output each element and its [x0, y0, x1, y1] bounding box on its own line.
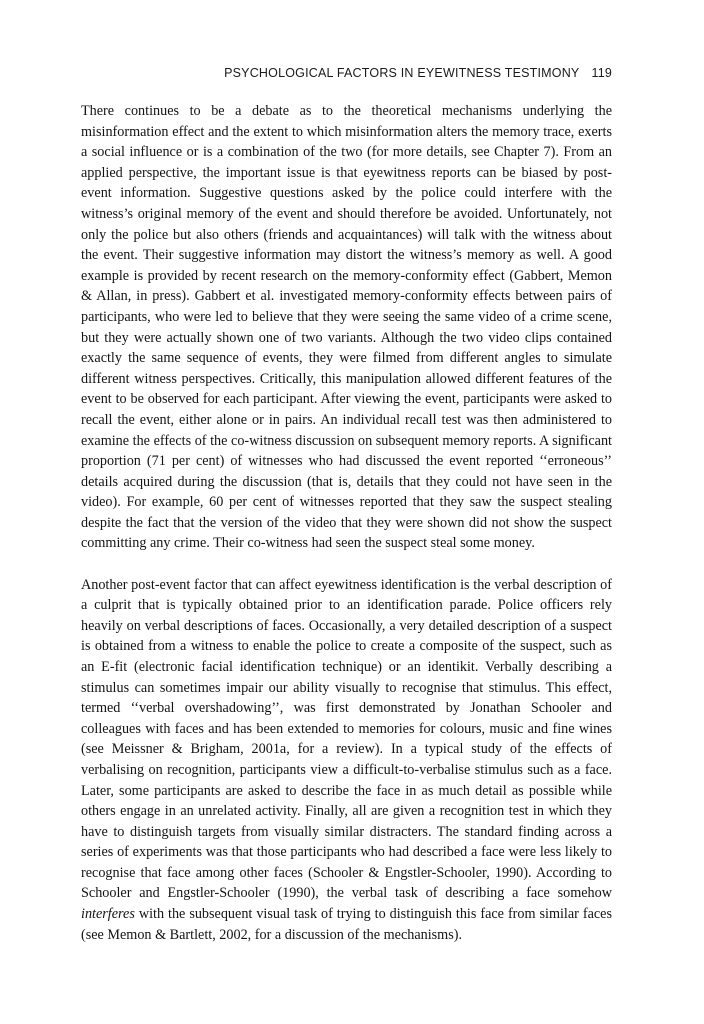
- paragraph-verbal-overshadowing: [81, 575, 612, 946]
- running-title: PSYCHOLOGICAL FACTORS IN EYEWITNESS TESTIMONY: [224, 66, 580, 80]
- page-number: 119: [591, 66, 612, 80]
- paragraph-text-part: with the subsequent visual task of trying to distinguish this face from similar faces (see Memon & Bartlett, 2002, for a discussion of the mechanisms).: [81, 906, 612, 943]
- running-head: [224, 66, 612, 80]
- body-text: [81, 101, 612, 945]
- paragraph-misinformation: There continues to be a debate as to the theoretical mechanisms underlying the misinformation effect and the extent to which misinformation alters the memory trace, exerts a social influence or is a combination of the two (for more details, see Chapter 7). From an applied perspective, the important issue is that eyewitness reports can be biased by post-event information. Suggestive questions asked by the police could interfere with the witness’s original memory of the event and should therefore be avoided. Unfortunately, not only the police but also others (friends and acquaintances) will talk with the witness about the event. Their suggestive information may distort the witness’s memory as well. A good example is provided by recent research on the memory-conformity effect (Gabbert, Memon & Allan, in press). Gabbert et al. investigated memory-conformity effects between pairs of participants, who were led to believe that they were seeing the same video of a crime scene, but they were actually shown one of two variants. Although the two video clips contained exactly the same sequence of events, they were filmed from different angles to simulate different witness perspectives. Critically, this manipulation allowed different features of the event to be observed for each participant. After viewing the event, participants were asked to recall the event, either alone or in pairs. An individual recall test was then administered to examine the effects of the co-witness discussion on subsequent memory reports. A significant proportion (71 per cent) of witnesses who had discussed the event reported ‘‘erroneous’’ details acquired during the discussion (that is, details that they could not have seen in the video). For example, 60 per cent of witnesses reported that they saw the suspect stealing despite the fact that the version of the video that they were shown did not show the suspect committing any crime. Their co-witness had seen the suspect steal some money.: [81, 103, 612, 552]
- emphasized-word: interferes: [81, 906, 135, 923]
- paragraph-text-part: Another post-event factor that can affect eyewitness identification is the verbal description of a culprit that is typically obtained prior to an identification parade. Police officers rely heavily on verbal descriptions of faces. Occasionally, a very detailed description of a suspect is obtained from a witness to enable the police to create a composite of the suspect, such as an E-fit (electronic facial identification technique) or an identikit. Verbally describing a stimulus can sometimes impair our ability visually to recognise that stimulus. This effect, termed ‘‘verbal overshadowing’’, was first demonstrated by Jonathan Schooler and colleagues with faces and has been extended to memories for colours, music and fine wines (see Meissner & Brigham, 2001a, for a review). In a typical study of the effects of verbalising on recognition, participants view a difficult-to-verbalise stimulus such as a face. Later, some participants are asked to describe the face in as much detail as possible while others engage in an unrelated activity. Finally, all are given a recognition test in which they have to distinguish targets from visually similar distracters. The standard finding across a series of experiments was that those participants who had described a face were less likely to recognise that face among other faces (Schooler & Engstler-Schooler, 1990). According to Schooler and Engstler-Schooler (1990), the verbal task of describing a face somehow: [81, 576, 612, 902]
